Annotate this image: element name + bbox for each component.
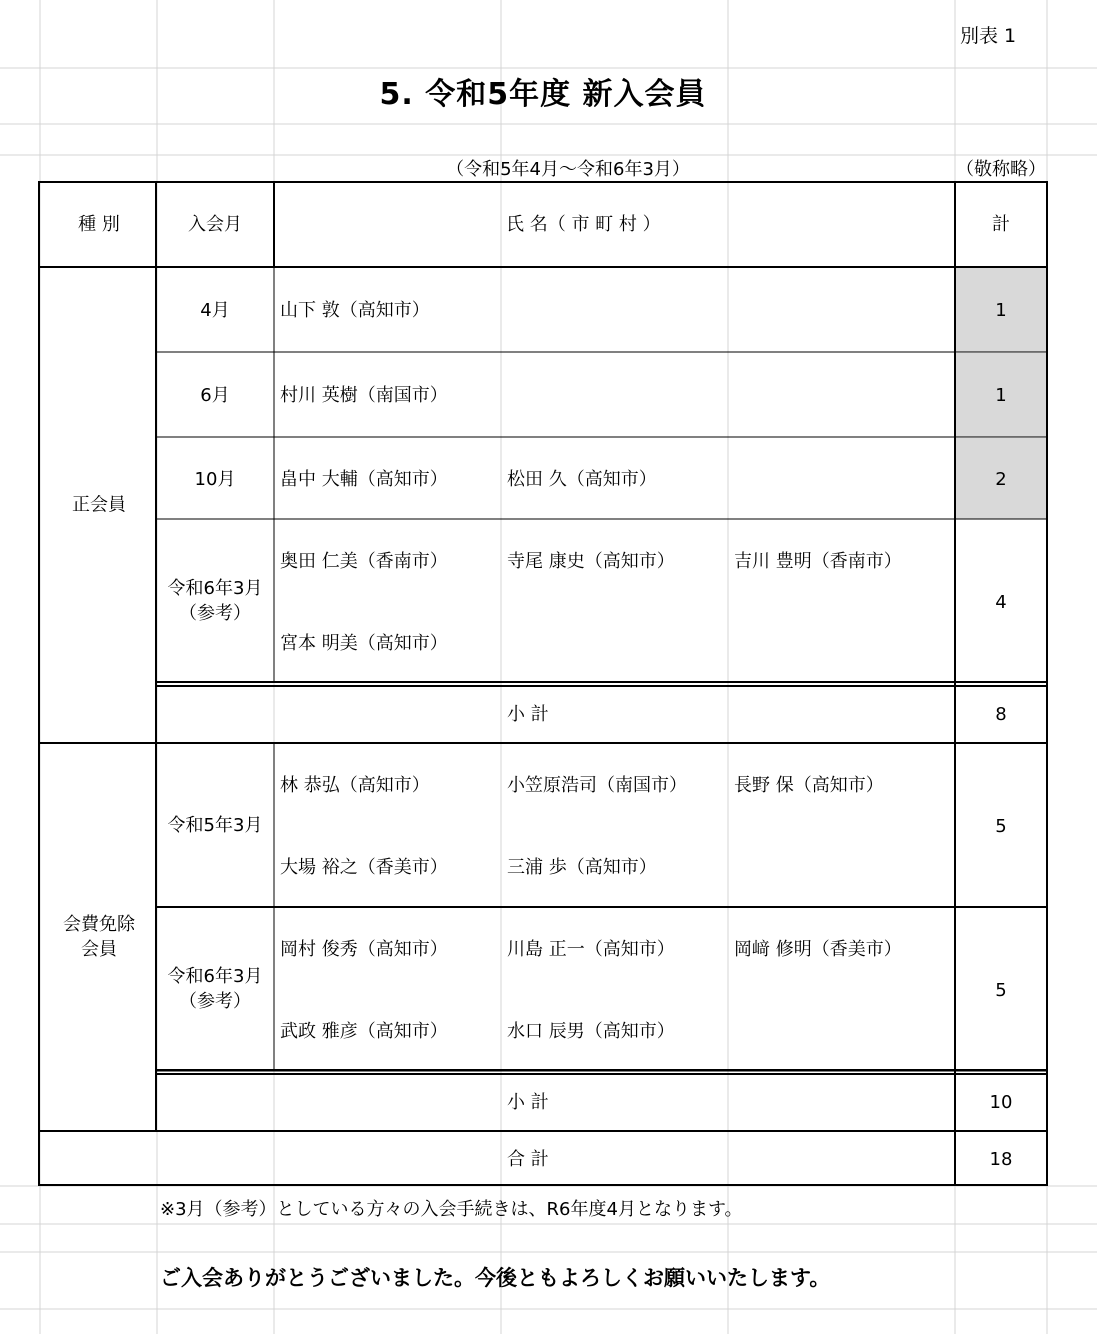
grand-total-label: 合 計 (507, 1149, 549, 1170)
header-month: 入会月 (188, 214, 242, 235)
regular-kind-label: 正会員 (72, 494, 126, 516)
member-name: 武政 雅彦（高知市） (280, 1021, 448, 1042)
member-name: 畠中 大輔（高知市） (280, 469, 448, 490)
member-name: 小笠原浩司（南国市） (507, 775, 687, 796)
exempt-month-r5-mar: 令和5年3月 (167, 815, 263, 836)
regular-month-jun: 6月 (200, 385, 230, 406)
member-name: 水口 辰男（高知市） (507, 1021, 675, 1042)
period-label: （令和5年4月～令和6年3月） (446, 159, 690, 180)
header-total: 計 (992, 214, 1010, 235)
member-name: 岡﨑 修明（香美市） (734, 939, 902, 960)
member-name: 寺尾 康史（高知市） (507, 551, 675, 572)
exempt-month-r6-mar: 令和6年3月 （参考） (167, 965, 263, 1012)
member-name: 三浦 歩（高知市） (507, 857, 657, 878)
closing-message: ご入会ありがとうございました。今後ともよろしくお願いいたします。 (160, 1266, 831, 1290)
regular-subtotal-label: 小 計 (507, 704, 549, 725)
member-name: 村川 英樹（南国市） (280, 385, 448, 406)
count-cell: 1 (995, 385, 1007, 406)
member-name: 林 恭弘（高知市） (280, 775, 430, 796)
member-name: 宮本 明美（高知市） (280, 633, 448, 654)
regular-subtotal: 8 (995, 704, 1007, 725)
grand-total: 18 (989, 1149, 1013, 1170)
count-cell: 4 (995, 592, 1007, 613)
footnote: ※3月（参考）としている方々の入会手続きは、R6年度4月となります。 (160, 1199, 743, 1220)
regular-month-oct: 10月 (194, 469, 236, 490)
exempt-subtotal: 10 (989, 1092, 1013, 1113)
exempt-kind-label: 会費免除 会員 (63, 913, 135, 960)
regular-month-r6-mar: 令和6年3月 （参考） (167, 577, 263, 624)
honorific-note: （敬称略） (956, 159, 1046, 180)
member-name: 大場 裕之（香美市） (280, 857, 448, 878)
count-cell: 5 (995, 816, 1007, 837)
member-name: 岡村 俊秀（高知市） (280, 939, 448, 960)
member-name: 松田 久（高知市） (507, 469, 657, 490)
member-name: 長野 保（高知市） (734, 775, 884, 796)
member-name: 山下 敦（高知市） (280, 300, 430, 321)
member-name: 川島 正一（高知市） (507, 939, 675, 960)
exempt-subtotal-label: 小 計 (507, 1092, 549, 1113)
header-kind: 種 別 (78, 214, 120, 235)
count-cell: 2 (995, 469, 1007, 490)
page-title: 5. 令和5年度 新入会員 (379, 77, 707, 112)
member-name: 奥田 仁美（香南市） (280, 551, 448, 572)
count-cell: 5 (995, 980, 1007, 1001)
header-names: 氏 名（ 市 町 村 ） (506, 214, 661, 235)
sheet-label: 別表 1 (960, 25, 1017, 47)
member-name: 吉川 豊明（香南市） (734, 551, 902, 572)
regular-month-apr: 4月 (200, 300, 230, 321)
count-cell: 1 (995, 300, 1007, 321)
